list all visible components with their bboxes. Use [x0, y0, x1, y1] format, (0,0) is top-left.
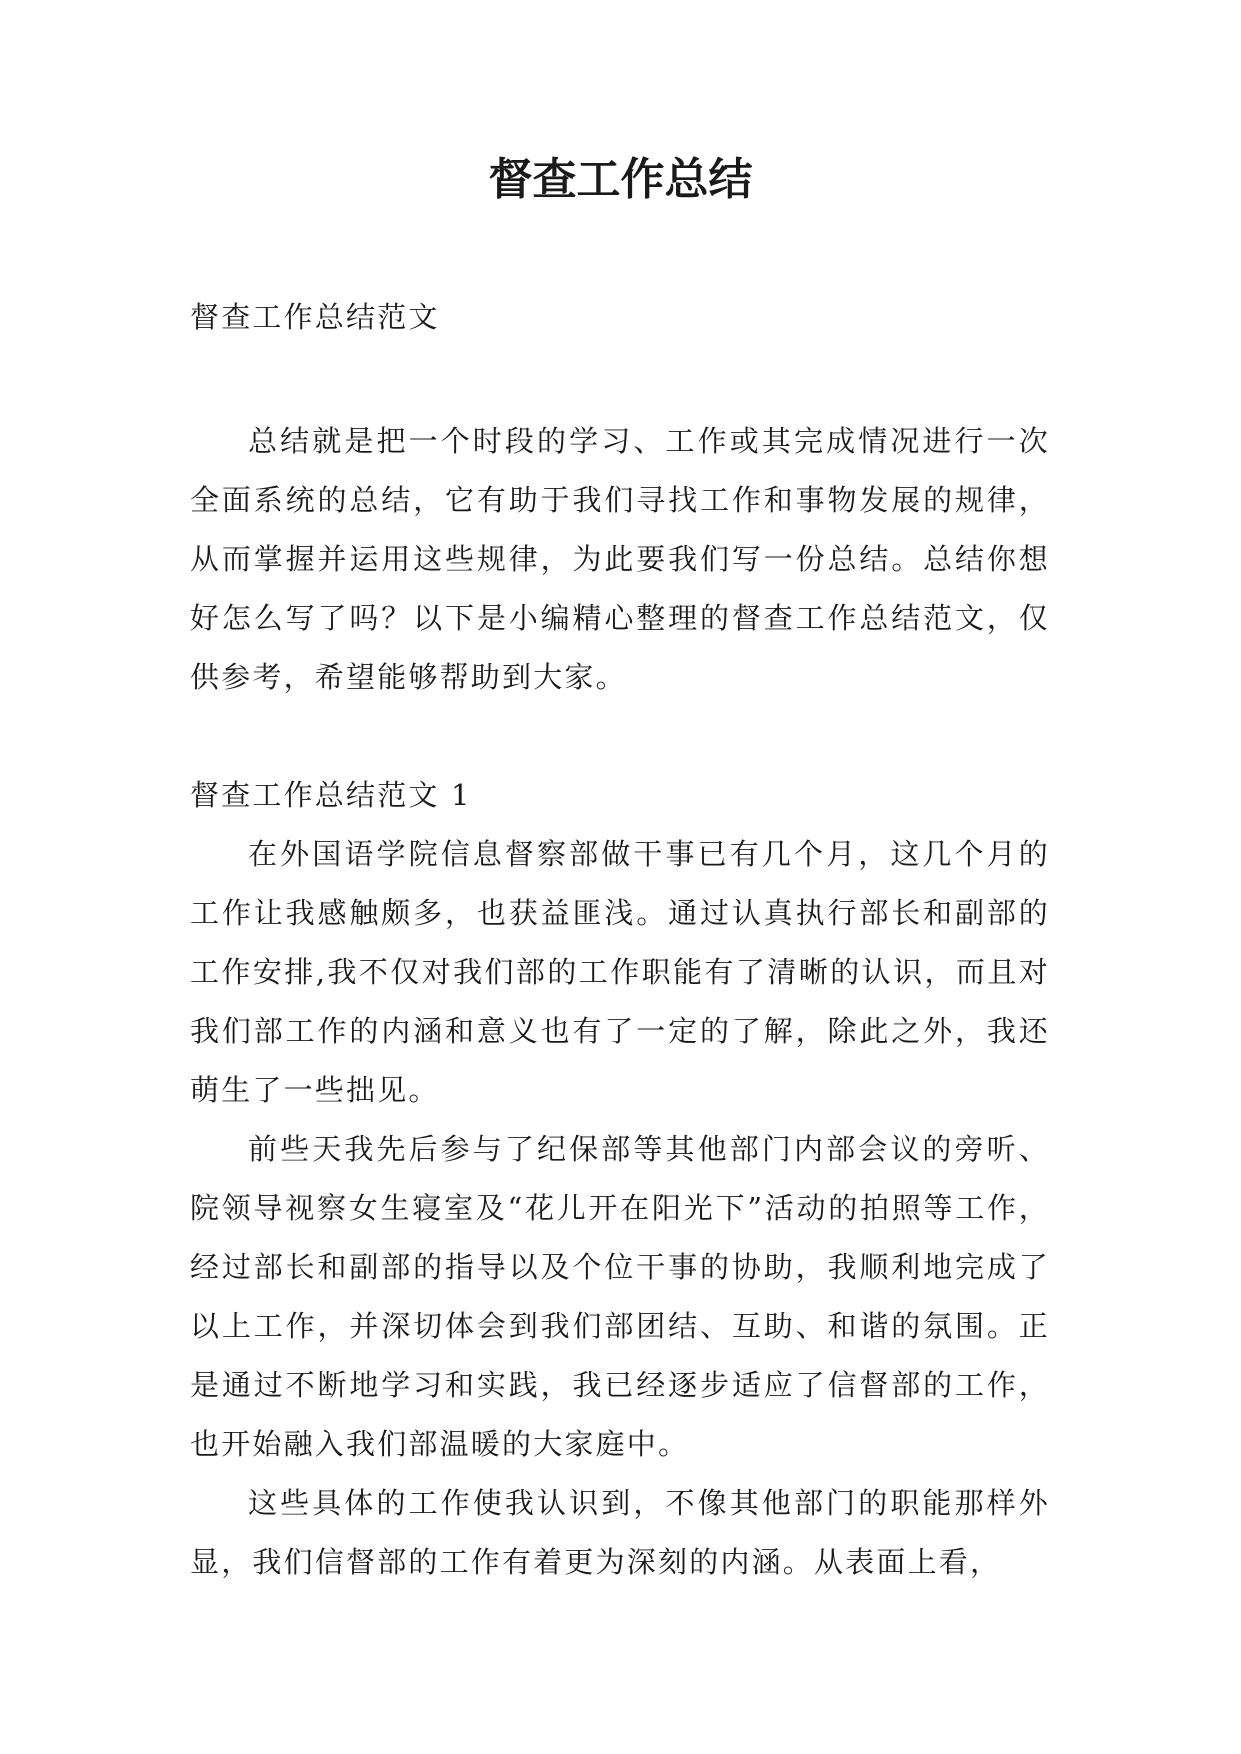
document-subtitle: 督查工作总结范文 — [190, 300, 440, 334]
body-paragraph: 这些具体的工作使我认识到，不像其他部门的职能那样外显，我们信督部的工作有着更为深刻的内涵。从表面上看， — [190, 1486, 1050, 1579]
document-body — [190, 288, 1050, 1592]
intro-paragraph: 总结就是把一个时段的学习、工作或其完成情况进行一次全面系统的总结，它有助于我们寻找工作和事物发展的规律，从而掌握并运用这些规律，为此要我们写一份总结。总结你想好怎么写了吗？以下是小编精心整理的督查工作总结范文，仅供参考，希望能够帮助到大家。 — [190, 424, 1050, 694]
section-heading: 督查工作总结范文 1 — [190, 778, 472, 812]
document-title: 督查工作总结 — [488, 154, 753, 205]
body-paragraph: 在外国语学院信息督察部做干事已有几个月，这几个月的工作让我感触颇多，也获益匪浅。通过认真执行部长和副部的工作安排,我不仅对我们部的工作职能有了清晰的认识，而且对我们部工作的内涵和意义也有了一定的了解，除此之外，我还萌生了一些拙见。 — [190, 837, 1050, 1107]
body-paragraph: 前些天我先后参与了纪保部等其他部门内部会议的旁听、院领导视察女生寝室及“花儿开在阳光下”活动的拍照等工作，经过部长和副部的指导以及个位干事的协助，我顺利地完成了以上工作，并深切体会到我们部团结、互助、和谐的氛围。正是通过不断地学习和实践，我已经逐步适应了信督部的工作，也开始融入我们部温暖的大家庭中。 — [190, 1132, 1050, 1461]
